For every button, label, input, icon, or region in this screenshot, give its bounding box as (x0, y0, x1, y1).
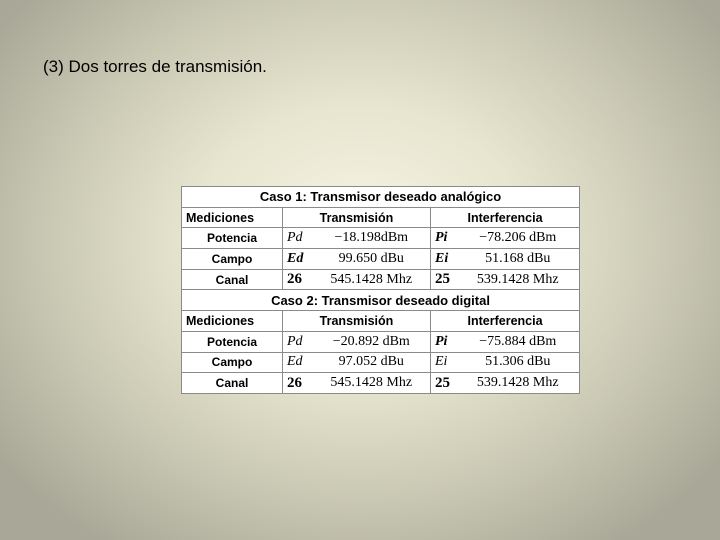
transmission-symbol: Ed (283, 352, 313, 373)
interference-symbol: Pi (431, 331, 457, 352)
table-row (182, 228, 580, 249)
case-heading-row (182, 187, 580, 208)
transmission-value: −18.198dBm (313, 228, 431, 249)
table-row (182, 269, 580, 290)
interference-value: 539.1428 Mhz (457, 269, 580, 290)
interference-value: 539.1428 Mhz (457, 373, 580, 394)
transmission-symbol: Pd (283, 331, 313, 352)
interference-value: −75.884 dBm (457, 331, 580, 352)
header-transmission: Transmisión (283, 311, 431, 332)
case-heading-row (182, 290, 580, 311)
interference-channel: 25 (431, 373, 457, 394)
transmission-value: 99.650 dBu (313, 249, 431, 270)
row-label: Campo (182, 249, 283, 270)
transmission-channel: 26 (283, 269, 313, 290)
table-row (182, 373, 580, 394)
header-row (182, 207, 580, 228)
header-row (182, 311, 580, 332)
row-label: Potencia (182, 228, 283, 249)
row-label: Canal (182, 269, 283, 290)
transmission-value: 545.1428 Mhz (313, 269, 431, 290)
interference-symbol: Ei (431, 249, 457, 270)
transmission-value: 545.1428 Mhz (313, 373, 431, 394)
slide-title: (3) Dos torres de transmisión. (43, 57, 267, 76)
transmission-symbol: Ed (283, 249, 313, 270)
interference-value: 51.168 dBu (457, 249, 580, 270)
interference-value: −78.206 dBm (457, 228, 580, 249)
interference-value: 51.306 dBu (457, 352, 580, 373)
row-label: Campo (182, 352, 283, 373)
case-heading: Caso 2: Transmisor deseado digital (182, 290, 580, 311)
measurements-table (181, 186, 580, 394)
header-measurements: Mediciones (182, 311, 283, 332)
header-interference: Interferencia (431, 207, 580, 228)
table-row (182, 352, 580, 373)
table-row (182, 249, 580, 270)
transmission-value: 97.052 dBu (313, 352, 431, 373)
case-heading: Caso 1: Transmisor deseado analógico (182, 187, 580, 208)
transmission-value: −20.892 dBm (313, 331, 431, 352)
interference-symbol: Pi (431, 228, 457, 249)
table-row (182, 331, 580, 352)
interference-channel: 25 (431, 269, 457, 290)
row-label: Canal (182, 373, 283, 394)
header-interference: Interferencia (431, 311, 580, 332)
transmission-symbol: Pd (283, 228, 313, 249)
transmission-channel: 26 (283, 373, 313, 394)
row-label: Potencia (182, 331, 283, 352)
header-measurements: Mediciones (182, 207, 283, 228)
interference-symbol: Ei (431, 352, 457, 373)
header-transmission: Transmisión (283, 207, 431, 228)
